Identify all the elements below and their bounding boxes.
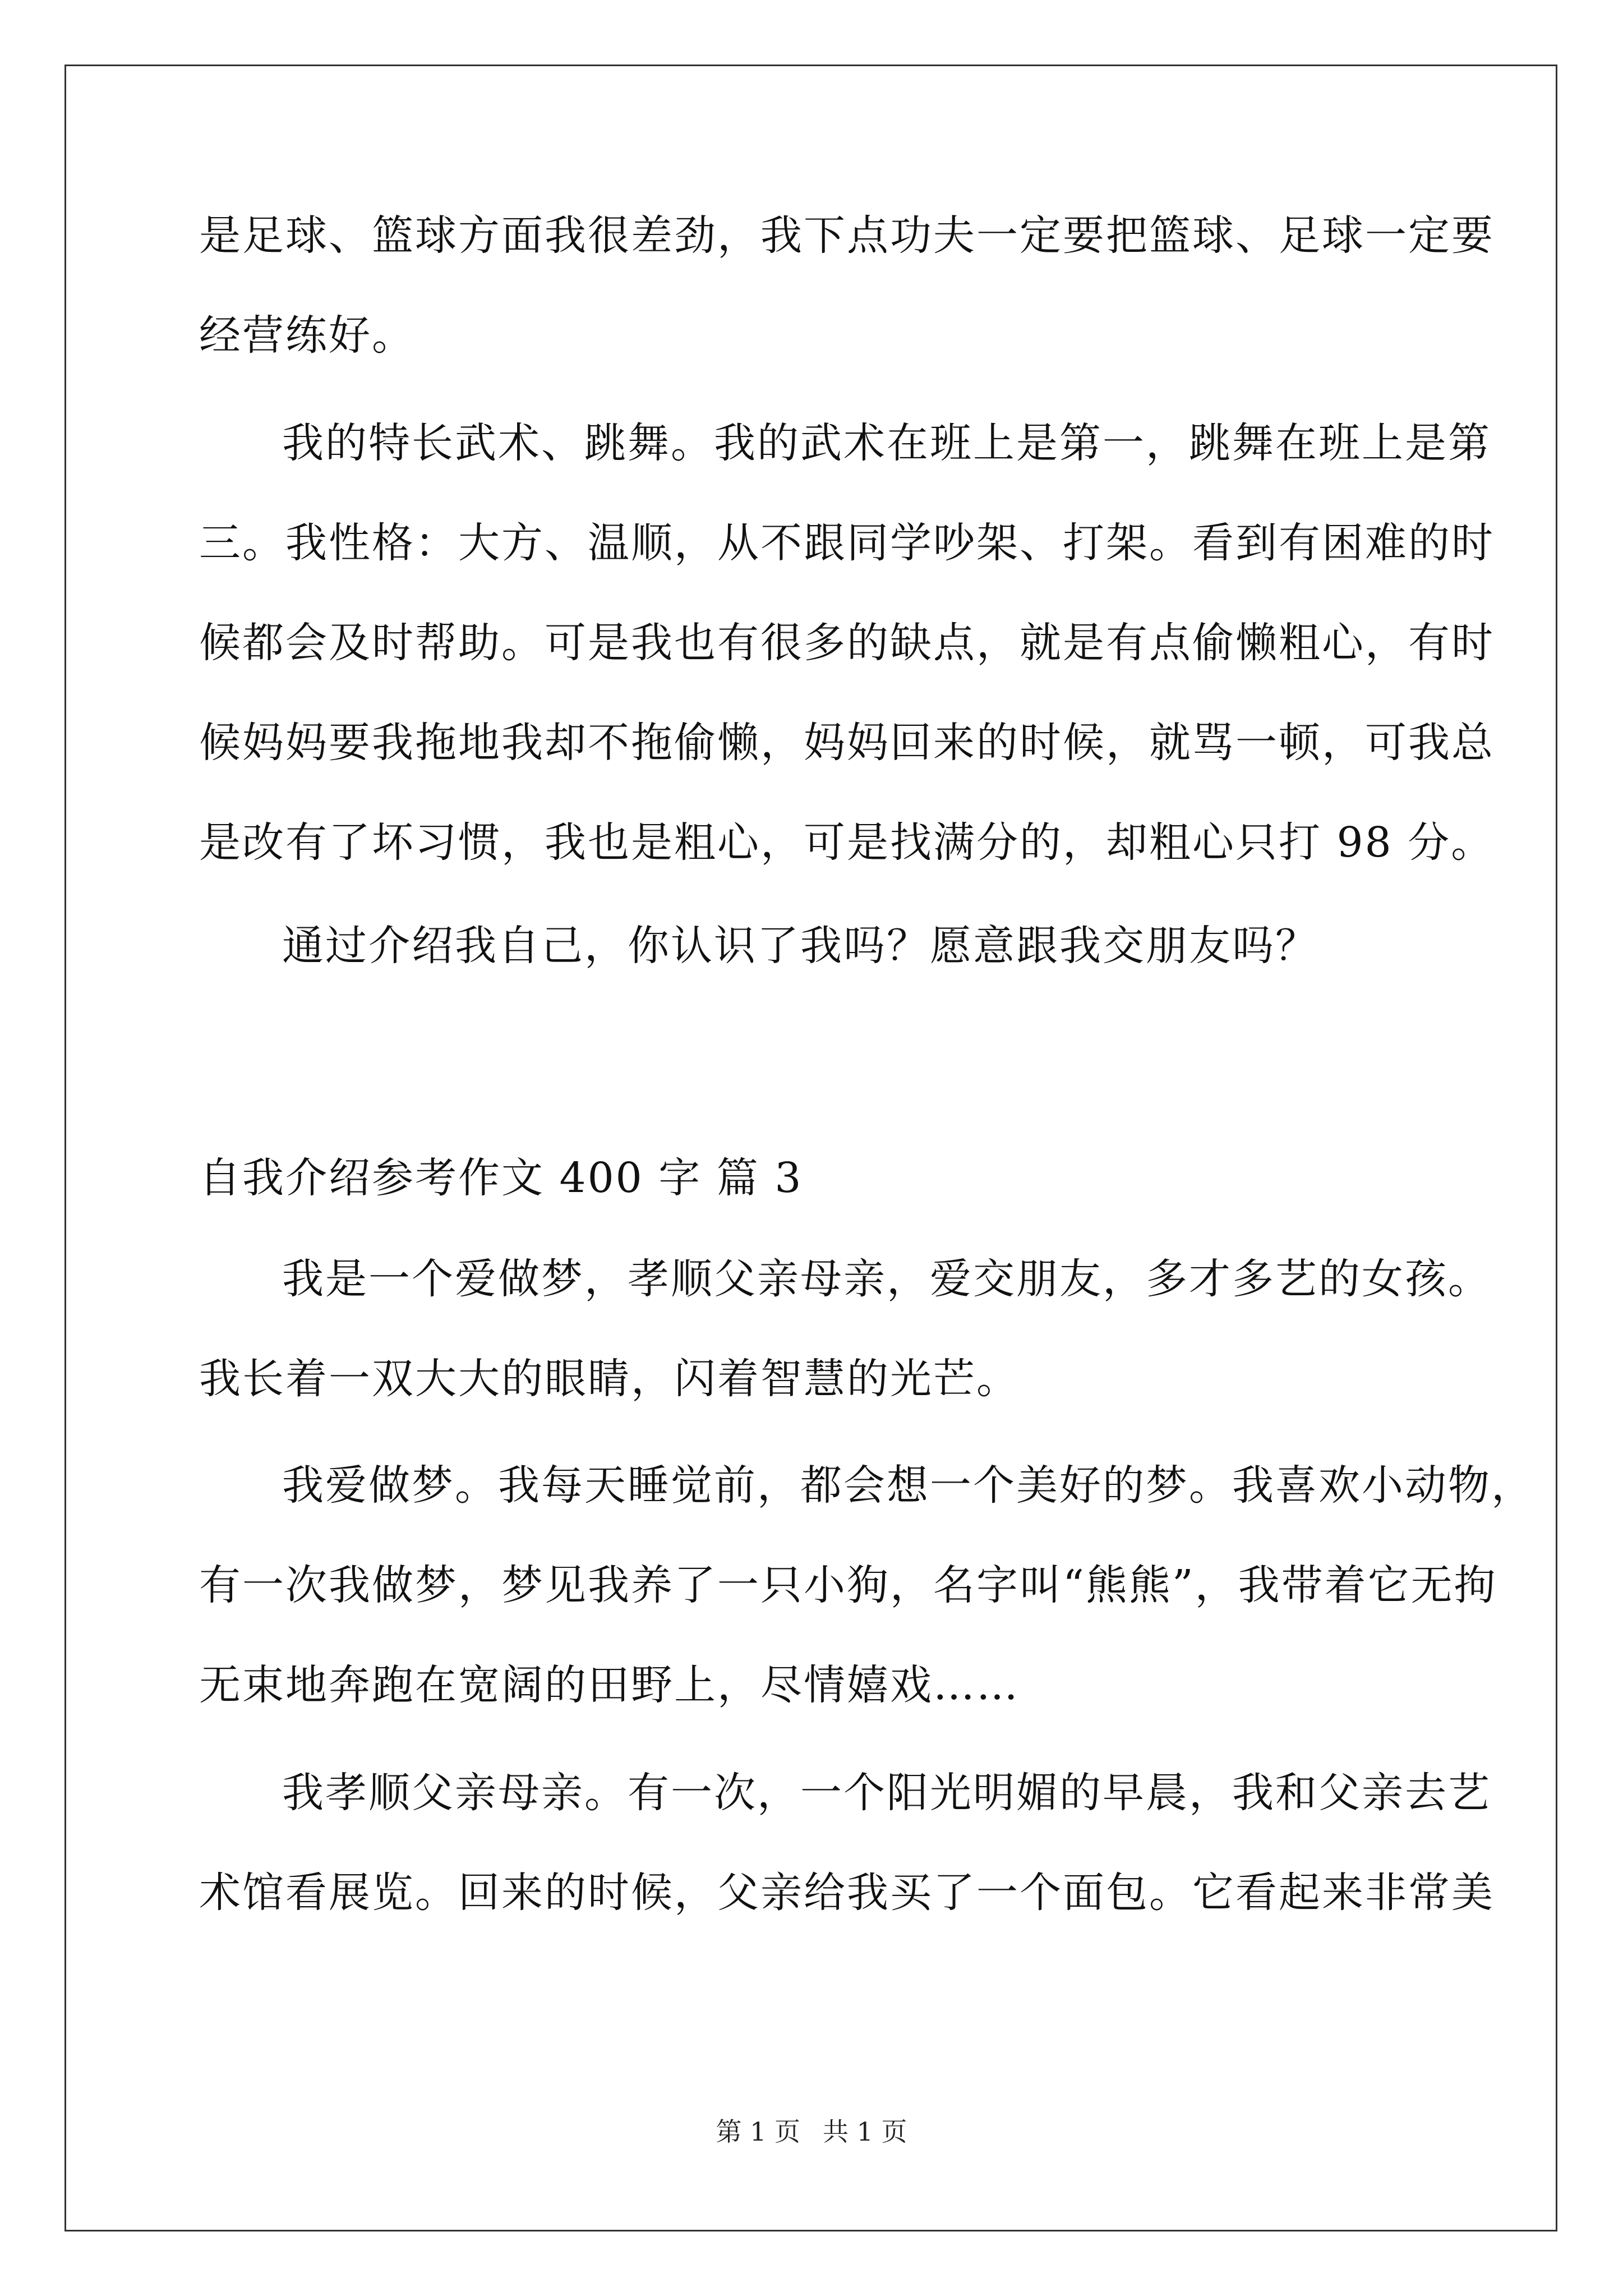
text-line: 候都会及时帮助。可是我也有很多的缺点，就是有点偷懒粗心，有时: [199, 619, 1495, 667]
text-line: 是足球、篮球方面我很差劲，我下点功夫一定要把篮球、足球一定要: [199, 211, 1495, 260]
page-number-current: 第 1 页: [716, 2116, 800, 2147]
paragraph-start: 我爱做梦。我每天睡觉前，都会想一个美好的梦。我喜欢小动物，: [282, 1461, 1534, 1510]
text-line: 有一次我做梦，梦见我养了一只小狗，名字叫“熊熊”，我带着它无拘: [199, 1561, 1497, 1609]
text-line: 是改有了坏习惯，我也是粗心，可是找满分的，却粗心只打 98 分。: [199, 818, 1495, 867]
page-footer: [0, 2115, 1623, 2148]
text-line: 候妈妈要我拖地我却不拖偷懒，妈妈回来的时候，就骂一顿，可我总: [199, 719, 1495, 767]
text-line: 三。我性格：大方、温顺，从不跟同学吵架、打架。看到有困难的时: [199, 519, 1495, 567]
section-heading: 自我介绍参考作文 400 字 篇 3: [199, 1154, 803, 1202]
paragraph-start: 我孝顺父亲母亲。有一次，一个阳光明媚的早晨，我和父亲去艺: [282, 1769, 1491, 1817]
text-line: 术馆看展览。回来的时候，父亲给我买了一个面包。它看起来非常美: [199, 1869, 1495, 1917]
text-line: 我长着一双大大的眼睛，闪着智慧的光芒。: [199, 1355, 1020, 1403]
paragraph-start: 我的特长武术、跳舞。我的武术在班上是第一，跳舞在班上是第: [282, 419, 1491, 467]
text-line: 无束地奔跑在宽阔的田野上，尽情嬉戏……: [199, 1661, 1020, 1709]
paragraph-start: 通过介绍我自己，你认识了我吗？愿意跟我交朋友吗？: [282, 922, 1318, 970]
text-line: 经营练好。: [199, 311, 415, 360]
paragraph-start: 我是一个爱做梦，孝顺父亲母亲，爱交朋友，多才多艺的女孩。: [282, 1255, 1491, 1303]
page-number-total: 共 1 页: [823, 2116, 907, 2147]
